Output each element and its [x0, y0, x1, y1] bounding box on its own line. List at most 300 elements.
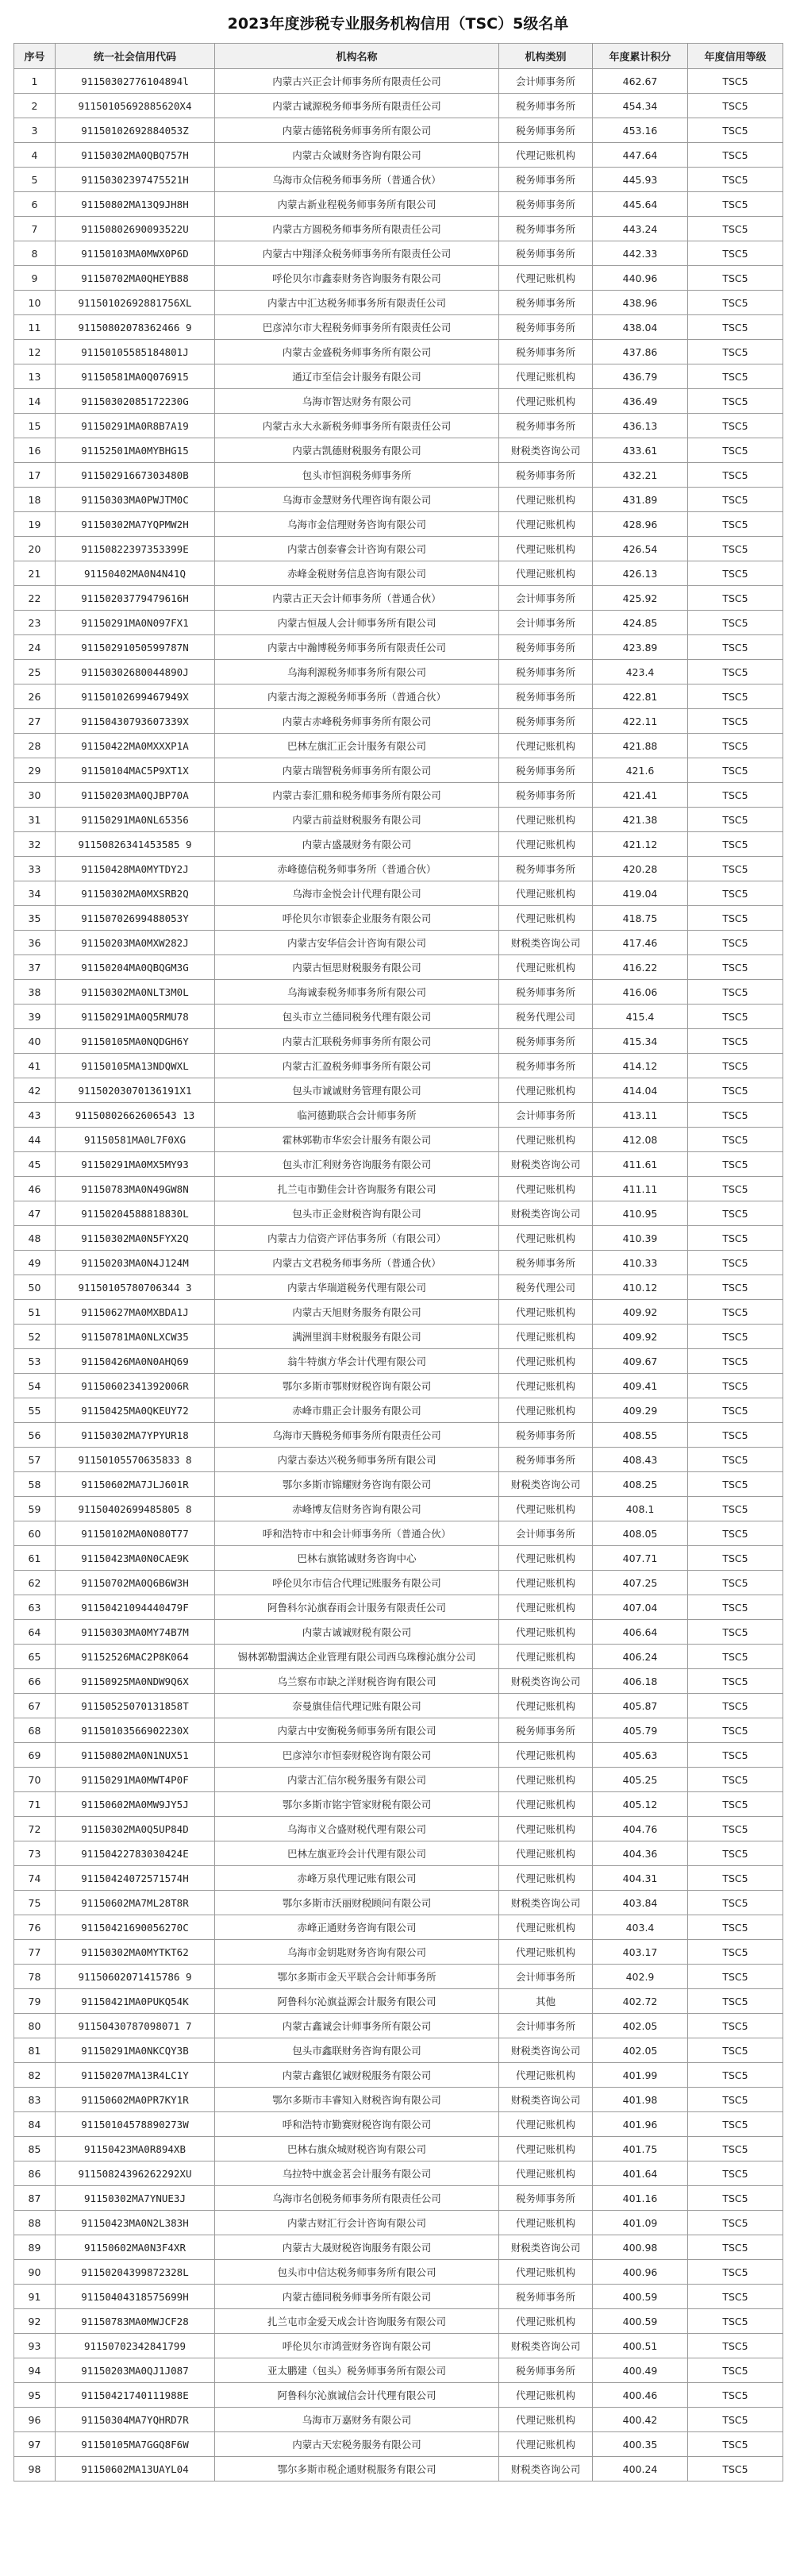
credit-code-cell: 91150203779479616H: [56, 586, 215, 611]
org-name-cell: 内蒙古恒思财税服务有限公司: [215, 955, 499, 980]
org-type-cell: 税务师事务所: [499, 414, 593, 438]
org-type-cell: 税务师事务所: [499, 2186, 593, 2211]
grade-cell: TSC5: [688, 168, 783, 192]
index-cell: 74: [14, 1866, 56, 1891]
org-name-cell: 乌海市义合盛财税代理有限公司: [215, 1817, 499, 1841]
credit-code-cell: 91150303MA0PWJTM0C: [56, 488, 215, 512]
grade-cell: TSC5: [688, 1817, 783, 1841]
org-name-cell: 奈曼旗佳信代理记账有限公司: [215, 1694, 499, 1718]
score-cell: 418.75: [593, 906, 688, 931]
score-cell: 404.36: [593, 1841, 688, 1866]
org-name-cell: 包头市中信达税务师事务所有限公司: [215, 2260, 499, 2285]
org-name-cell: 乌海诚泰税务师事务所有限公司: [215, 980, 499, 1005]
credit-code-cell: 91150423MA0R894XB: [56, 2137, 215, 2161]
score-cell: 405.63: [593, 1743, 688, 1768]
org-type-cell: 代理记账机构: [499, 1571, 593, 1595]
credit-code-cell: 91150291MA0MX5MY93: [56, 1152, 215, 1177]
index-cell: 60: [14, 1521, 56, 1546]
org-name-cell: 包头市鑫联财务咨询有限公司: [215, 2038, 499, 2063]
org-name-cell: 内蒙古凯德财税服务有限公司: [215, 438, 499, 463]
org-name-cell: 内蒙古诚源税务师事务所有限责任公司: [215, 94, 499, 118]
score-cell: 407.71: [593, 1546, 688, 1571]
table-row: [14, 1374, 783, 1398]
score-cell: 400.46: [593, 2383, 688, 2408]
header-annual-score: 年度累计积分: [593, 44, 688, 69]
table-row: [14, 832, 783, 857]
index-cell: 36: [14, 931, 56, 955]
score-cell: 421.41: [593, 783, 688, 808]
score-cell: 400.24: [593, 2457, 688, 2482]
table-row: [14, 1325, 783, 1349]
score-cell: 408.1: [593, 1497, 688, 1521]
grade-cell: TSC5: [688, 364, 783, 389]
grade-cell: TSC5: [688, 1866, 783, 1891]
credit-code-cell: 91150602MA0N3F4XR: [56, 2235, 215, 2260]
table-row: [14, 660, 783, 684]
org-name-cell: 满洲里润丰财税服务有限公司: [215, 1325, 499, 1349]
table-row: [14, 1571, 783, 1595]
index-cell: 6: [14, 192, 56, 217]
table-row: [14, 758, 783, 783]
org-name-cell: 鄂尔多斯市铭宇管家财税有限公司: [215, 1792, 499, 1817]
credit-code-cell: 91150702MA0QHEYB88: [56, 266, 215, 291]
index-cell: 93: [14, 2334, 56, 2358]
grade-cell: TSC5: [688, 1005, 783, 1029]
grade-cell: TSC5: [688, 1718, 783, 1743]
org-type-cell: 代理记账机构: [499, 1866, 593, 1891]
score-cell: 405.79: [593, 1718, 688, 1743]
org-name-cell: 内蒙古汇信尔税务服务有限公司: [215, 1768, 499, 1792]
org-name-cell: 乌海市金慧财务代理咨询有限公司: [215, 488, 499, 512]
org-type-cell: 税务师事务所: [499, 1718, 593, 1743]
index-cell: 81: [14, 2038, 56, 2063]
org-name-cell: 鄂尔多斯市丰睿知入财税咨询有限公司: [215, 2088, 499, 2112]
grade-cell: TSC5: [688, 1989, 783, 2014]
grade-cell: TSC5: [688, 1078, 783, 1103]
org-type-cell: 代理记账机构: [499, 512, 593, 537]
org-type-cell: 代理记账机构: [499, 1595, 593, 1620]
org-type-cell: 税务师事务所: [499, 291, 593, 315]
credit-code-cell: 91150102692884053Z: [56, 118, 215, 143]
credit-code-cell: 91150430787098071 7: [56, 2014, 215, 2038]
table-row: [14, 635, 783, 660]
org-name-cell: 霍林郭勒市华宏会计服务有限公司: [215, 1128, 499, 1152]
credit-code-cell: 91150424072571574H: [56, 1866, 215, 1891]
table-row: [14, 1915, 783, 1940]
index-cell: 21: [14, 561, 56, 586]
grade-cell: TSC5: [688, 1743, 783, 1768]
table-row: [14, 1743, 783, 1768]
table-row: [14, 414, 783, 438]
table-header-row: [14, 44, 783, 69]
grade-cell: TSC5: [688, 1103, 783, 1128]
table-row: [14, 1645, 783, 1669]
index-cell: 28: [14, 734, 56, 758]
org-type-cell: 税务师事务所: [499, 217, 593, 241]
credit-code-cell: 91150702MA0Q6B6W3H: [56, 1571, 215, 1595]
score-cell: 432.21: [593, 463, 688, 488]
index-cell: 47: [14, 1201, 56, 1226]
org-type-cell: 代理记账机构: [499, 955, 593, 980]
grade-cell: TSC5: [688, 217, 783, 241]
credit-code-cell: 91150302MA7YNUE3J: [56, 2186, 215, 2211]
score-cell: 404.76: [593, 1817, 688, 1841]
grade-cell: TSC5: [688, 2432, 783, 2457]
grade-cell: TSC5: [688, 1128, 783, 1152]
org-name-cell: 亚太鹏建（包头）税务师事务所有限公司: [215, 2358, 499, 2383]
org-name-cell: 乌海市金悦会计代理有限公司: [215, 881, 499, 906]
table-row: [14, 2014, 783, 2038]
credit-code-cell: 91150105780706344 3: [56, 1275, 215, 1300]
org-type-cell: 财税类咨询公司: [499, 1891, 593, 1915]
grade-cell: TSC5: [688, 1152, 783, 1177]
table-row: [14, 1201, 783, 1226]
index-cell: 88: [14, 2211, 56, 2235]
table-row: [14, 2112, 783, 2137]
org-type-cell: 代理记账机构: [499, 2112, 593, 2137]
grade-cell: TSC5: [688, 488, 783, 512]
org-type-cell: 代理记账机构: [499, 1915, 593, 1940]
grade-cell: TSC5: [688, 980, 783, 1005]
org-name-cell: 乌海市天腾税务师事务所有限责任公司: [215, 1423, 499, 1448]
index-cell: 17: [14, 463, 56, 488]
credit-code-cell: 91150291MA0MWT4P0F: [56, 1768, 215, 1792]
score-cell: 428.96: [593, 512, 688, 537]
table-row: [14, 586, 783, 611]
org-type-cell: 财税类咨询公司: [499, 2235, 593, 2260]
grade-cell: TSC5: [688, 143, 783, 168]
grade-cell: TSC5: [688, 266, 783, 291]
org-type-cell: 代理记账机构: [499, 1768, 593, 1792]
credit-code-cell: 91150105692885620X4: [56, 94, 215, 118]
grade-cell: TSC5: [688, 340, 783, 364]
org-name-cell: 内蒙古泰汇鼎和税务师事务所有限公司: [215, 783, 499, 808]
index-cell: 30: [14, 783, 56, 808]
index-cell: 9: [14, 266, 56, 291]
org-type-cell: 代理记账机构: [499, 1325, 593, 1349]
org-name-cell: 鄂尔多斯市税企通财税服务有限公司: [215, 2457, 499, 2482]
grade-cell: TSC5: [688, 2309, 783, 2334]
index-cell: 16: [14, 438, 56, 463]
index-cell: 32: [14, 832, 56, 857]
org-name-cell: 临河德勤联合会计师事务所: [215, 1103, 499, 1128]
credit-rating-table: [13, 43, 783, 2482]
grade-cell: TSC5: [688, 438, 783, 463]
credit-code-cell: 91150105MA13NDQWXL: [56, 1054, 215, 1078]
org-name-cell: 包头市汇利财务咨询服务有限公司: [215, 1152, 499, 1177]
org-type-cell: 税务师事务所: [499, 783, 593, 808]
grade-cell: TSC5: [688, 2285, 783, 2309]
score-cell: 405.87: [593, 1694, 688, 1718]
score-cell: 400.42: [593, 2408, 688, 2432]
org-name-cell: 巴林左旗亚玲会计代理有限公司: [215, 1841, 499, 1866]
credit-code-cell: 91150404318575699H: [56, 2285, 215, 2309]
org-type-cell: 代理记账机构: [499, 1620, 593, 1645]
grade-cell: TSC5: [688, 1423, 783, 1448]
credit-code-cell: 91150422MA0MXXXP1A: [56, 734, 215, 758]
org-name-cell: 内蒙古兴正会计师事务所有限责任公司: [215, 69, 499, 94]
org-name-cell: 乌海市万嘉财务有限公司: [215, 2408, 499, 2432]
table-row: [14, 2260, 783, 2285]
table-row: [14, 2383, 783, 2408]
index-cell: 14: [14, 389, 56, 414]
credit-code-cell: 91150204MA0QBQGM3G: [56, 955, 215, 980]
org-type-cell: 代理记账机构: [499, 1300, 593, 1325]
score-cell: 401.98: [593, 2088, 688, 2112]
org-type-cell: 税务师事务所: [499, 980, 593, 1005]
table-row: [14, 931, 783, 955]
score-cell: 407.25: [593, 1571, 688, 1595]
table-row: [14, 1128, 783, 1152]
score-cell: 400.59: [593, 2309, 688, 2334]
table-row: [14, 1398, 783, 1423]
credit-code-cell: 91150702342841799: [56, 2334, 215, 2358]
table-row: [14, 1472, 783, 1497]
score-cell: 401.96: [593, 2112, 688, 2137]
org-type-cell: 税务师事务所: [499, 709, 593, 734]
org-type-cell: 代理记账机构: [499, 2211, 593, 2235]
org-name-cell: 内蒙古汇盈税务师事务所有限公司: [215, 1054, 499, 1078]
table-row: [14, 783, 783, 808]
index-cell: 59: [14, 1497, 56, 1521]
table-row: [14, 1841, 783, 1866]
index-cell: 27: [14, 709, 56, 734]
table-row: [14, 1595, 783, 1620]
grade-cell: TSC5: [688, 660, 783, 684]
table-row: [14, 1817, 783, 1841]
index-cell: 91: [14, 2285, 56, 2309]
score-cell: 433.61: [593, 438, 688, 463]
table-row: [14, 2309, 783, 2334]
credit-code-cell: 91150602341392006R: [56, 1374, 215, 1398]
credit-code-cell: 91150302MA7YQPMW2H: [56, 512, 215, 537]
table-row: [14, 1965, 783, 1989]
org-type-cell: 代理记账机构: [499, 1177, 593, 1201]
credit-code-cell: 91150291MA0Q5RMU78: [56, 1005, 215, 1029]
grade-cell: TSC5: [688, 315, 783, 340]
table-row: [14, 1989, 783, 2014]
grade-cell: TSC5: [688, 561, 783, 586]
index-cell: 3: [14, 118, 56, 143]
org-name-cell: 内蒙古安华信会计咨询有限公司: [215, 931, 499, 955]
table-row: [14, 980, 783, 1005]
table-row: [14, 217, 783, 241]
credit-code-cell: 91150302MA0QBQ757H: [56, 143, 215, 168]
credit-code-cell: 91150203MA0QJBP70A: [56, 783, 215, 808]
score-cell: 415.34: [593, 1029, 688, 1054]
score-cell: 416.06: [593, 980, 688, 1005]
index-cell: 51: [14, 1300, 56, 1325]
org-type-cell: 其他: [499, 1989, 593, 2014]
table-row: [14, 364, 783, 389]
grade-cell: TSC5: [688, 414, 783, 438]
grade-cell: TSC5: [688, 1177, 783, 1201]
org-type-cell: 税务师事务所: [499, 635, 593, 660]
org-name-cell: 内蒙古大晟财税咨询服务有限公司: [215, 2235, 499, 2260]
grade-cell: TSC5: [688, 906, 783, 931]
score-cell: 414.04: [593, 1078, 688, 1103]
credit-code-cell: 91150602071415786 9: [56, 1965, 215, 1989]
credit-code-cell: 91152501MA0MYBHG15: [56, 438, 215, 463]
org-name-cell: 内蒙古鑫银亿诚财税服务有限公司: [215, 2063, 499, 2088]
index-cell: 18: [14, 488, 56, 512]
grade-cell: TSC5: [688, 1669, 783, 1694]
org-name-cell: 通辽市至信会计服务有限公司: [215, 364, 499, 389]
org-type-cell: 代理记账机构: [499, 266, 593, 291]
org-name-cell: 赤峰万泉代理记账有限公司: [215, 1866, 499, 1891]
score-cell: 400.96: [593, 2260, 688, 2285]
org-name-cell: 赤峰博友信财务咨询有限公司: [215, 1497, 499, 1521]
score-cell: 401.99: [593, 2063, 688, 2088]
index-cell: 20: [14, 537, 56, 561]
table-row: [14, 1448, 783, 1472]
table-row: [14, 2235, 783, 2260]
grade-cell: TSC5: [688, 1645, 783, 1669]
org-name-cell: 呼伦贝尔市银泰企业服务有限公司: [215, 906, 499, 931]
org-name-cell: 赤峰正通财务咨询有限公司: [215, 1915, 499, 1940]
org-type-cell: 税务师事务所: [499, 1448, 593, 1472]
credit-code-cell: 91150826341453585 9: [56, 832, 215, 857]
index-cell: 64: [14, 1620, 56, 1645]
credit-code-cell: 91150602MA0PR7KY1R: [56, 2088, 215, 2112]
table-row: [14, 1792, 783, 1817]
org-type-cell: 代理记账机构: [499, 1374, 593, 1398]
score-cell: 424.85: [593, 611, 688, 635]
org-type-cell: 代理记账机构: [499, 1128, 593, 1152]
org-name-cell: 呼和浩特市中和会计师事务所（普通合伙）: [215, 1521, 499, 1546]
score-cell: 412.08: [593, 1128, 688, 1152]
score-cell: 403.4: [593, 1915, 688, 1940]
score-cell: 405.12: [593, 1792, 688, 1817]
credit-code-cell: 91152526MAC2P8K064: [56, 1645, 215, 1669]
grade-cell: TSC5: [688, 709, 783, 734]
org-name-cell: 巴彦淖尔市恒泰财税咨询有限公司: [215, 1743, 499, 1768]
grade-cell: TSC5: [688, 1571, 783, 1595]
org-type-cell: 财税类咨询公司: [499, 931, 593, 955]
org-name-cell: 内蒙古永大永新税务师事务所有限责任公司: [215, 414, 499, 438]
org-name-cell: 巴林右旗铭诚财务咨询中心: [215, 1546, 499, 1571]
score-cell: 436.79: [593, 364, 688, 389]
grade-cell: TSC5: [688, 857, 783, 881]
org-name-cell: 鄂尔多斯市锦耀财务咨询有限公司: [215, 1472, 499, 1497]
table-row: [14, 2358, 783, 2383]
grade-cell: TSC5: [688, 118, 783, 143]
index-cell: 29: [14, 758, 56, 783]
index-cell: 78: [14, 1965, 56, 1989]
grade-cell: TSC5: [688, 611, 783, 635]
index-cell: 55: [14, 1398, 56, 1423]
score-cell: 406.18: [593, 1669, 688, 1694]
score-cell: 422.81: [593, 684, 688, 709]
org-name-cell: 内蒙古中瀚博税务师事务所有限责任公司: [215, 635, 499, 660]
credit-code-cell: 91150802662606543 13: [56, 1103, 215, 1128]
index-cell: 61: [14, 1546, 56, 1571]
index-cell: 58: [14, 1472, 56, 1497]
credit-code-cell: 91150291MA0NL65356: [56, 808, 215, 832]
index-cell: 23: [14, 611, 56, 635]
table-row: [14, 438, 783, 463]
index-cell: 80: [14, 2014, 56, 2038]
index-cell: 82: [14, 2063, 56, 2088]
org-type-cell: 代理记账机构: [499, 537, 593, 561]
credit-code-cell: 91150302MA0N5FYX2Q: [56, 1226, 215, 1251]
credit-code-cell: 91150402699485805 8: [56, 1497, 215, 1521]
credit-code-cell: 91150802690093522U: [56, 217, 215, 241]
score-cell: 409.92: [593, 1325, 688, 1349]
index-cell: 90: [14, 2260, 56, 2285]
credit-code-cell: 91150824396262292XU: [56, 2161, 215, 2186]
table-row: [14, 2088, 783, 2112]
index-cell: 46: [14, 1177, 56, 1201]
org-name-cell: 内蒙古赤峰税务师事务所有限公司: [215, 709, 499, 734]
credit-code-cell: 91150102699467949X: [56, 684, 215, 709]
org-name-cell: 包头市立兰德同税务代理有限公司: [215, 1005, 499, 1029]
index-cell: 72: [14, 1817, 56, 1841]
score-cell: 409.67: [593, 1349, 688, 1374]
index-cell: 70: [14, 1768, 56, 1792]
org-type-cell: 财税类咨询公司: [499, 1201, 593, 1226]
table-row: [14, 1718, 783, 1743]
org-type-cell: 代理记账机构: [499, 1078, 593, 1103]
credit-code-cell: 91150525070131858T: [56, 1694, 215, 1718]
index-cell: 13: [14, 364, 56, 389]
org-type-cell: 税务师事务所: [499, 2285, 593, 2309]
score-cell: 400.59: [593, 2285, 688, 2309]
index-cell: 83: [14, 2088, 56, 2112]
org-type-cell: 税务师事务所: [499, 1251, 593, 1275]
org-type-cell: 会计师事务所: [499, 1103, 593, 1128]
org-name-cell: 内蒙古天宏税务服务有限公司: [215, 2432, 499, 2457]
org-name-cell: 巴林左旗汇正会计服务有限公司: [215, 734, 499, 758]
org-name-cell: 内蒙古新业程税务师事务所有限公司: [215, 192, 499, 217]
org-type-cell: 代理记账机构: [499, 832, 593, 857]
grade-cell: TSC5: [688, 2211, 783, 2235]
credit-code-cell: 91150302776104894l: [56, 69, 215, 94]
credit-code-cell: 91150426MA0N0AHQ69: [56, 1349, 215, 1374]
org-type-cell: 代理记账机构: [499, 1497, 593, 1521]
index-cell: 37: [14, 955, 56, 980]
score-cell: 410.95: [593, 1201, 688, 1226]
index-cell: 75: [14, 1891, 56, 1915]
score-cell: 443.24: [593, 217, 688, 241]
index-cell: 56: [14, 1423, 56, 1448]
credit-code-cell: 91150207MA13R4LC1Y: [56, 2063, 215, 2088]
score-cell: 423.89: [593, 635, 688, 660]
org-name-cell: 内蒙古中安衡税务师事务所有限公司: [215, 1718, 499, 1743]
header-index: 序号: [14, 44, 56, 69]
index-cell: 19: [14, 512, 56, 537]
org-name-cell: 呼伦贝尔市鸿萱财务咨询有限公司: [215, 2334, 499, 2358]
org-type-cell: 税务师事务所: [499, 684, 593, 709]
grade-cell: TSC5: [688, 512, 783, 537]
grade-cell: TSC5: [688, 1891, 783, 1915]
org-type-cell: 税务代理公司: [499, 1275, 593, 1300]
org-type-cell: 代理记账机构: [499, 1546, 593, 1571]
score-cell: 402.9: [593, 1965, 688, 1989]
grade-cell: TSC5: [688, 1768, 783, 1792]
credit-code-cell: 91150581MA0L7F0XG: [56, 1128, 215, 1152]
table-row: [14, 266, 783, 291]
table-row: [14, 709, 783, 734]
index-cell: 26: [14, 684, 56, 709]
table-row: [14, 1669, 783, 1694]
score-cell: 413.11: [593, 1103, 688, 1128]
table-row: [14, 463, 783, 488]
document-title: 2023年度涉税专业服务机构信用（TSC）5级名单: [227, 15, 569, 33]
table-row: [14, 168, 783, 192]
index-cell: 68: [14, 1718, 56, 1743]
score-cell: 400.98: [593, 2235, 688, 2260]
